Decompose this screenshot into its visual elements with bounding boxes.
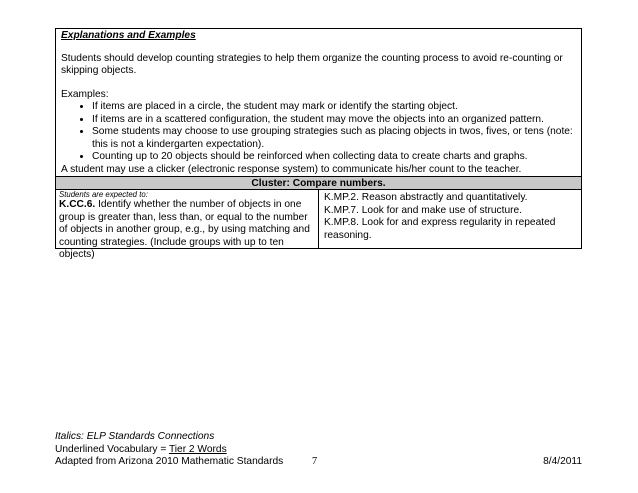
- practice-item: K.MP.2. Reason abstractly and quantitatively.: [324, 192, 528, 203]
- footer-date: 8/4/2011: [543, 456, 582, 467]
- footer-vocabulary-note: [55, 444, 582, 457]
- practice-item: K.MP.7. Look for and make use of structure.: [324, 204, 523, 216]
- examples-list: [61, 101, 576, 164]
- practice-item: K.MP.8. Look for and express regularity in repeated reasoning.: [324, 217, 556, 241]
- standard-code: K.CC.6.: [59, 199, 96, 210]
- cluster-header: Cluster: Compare numbers.: [55, 176, 582, 190]
- footer-italics-note: Italics: ELP Standards Connections: [55, 431, 215, 442]
- footer-vocab-prefix: Underlined Vocabulary =: [55, 443, 169, 455]
- explanations-box: [55, 28, 582, 178]
- example-item: • If items are placed in a circle, the student may mark or identify the starting object.: [92, 101, 576, 114]
- example-item: • Some students may choose to use grouping strategies such as placing objects in twos, fives, or tens (note: this is not a kindergarten expectation).: [92, 126, 576, 151]
- standard-cell: [56, 190, 319, 260]
- explanations-intro: Students should develop counting strategies to help them organize the counting process to avoid re-counting or skipping objects.: [61, 52, 563, 76]
- page-number: 7: [312, 456, 318, 467]
- page-footer: [55, 431, 582, 469]
- footer-source-row: [55, 456, 582, 469]
- expected-label: Students are expected to:: [59, 190, 148, 199]
- standard-description: Identify whether the number of objects in one group is greater than, less than, or equal to the number of objects in another group, e.g., by using matching and counting strategies. (Include groups with up to ten objects): [59, 199, 310, 260]
- practices-cell: [319, 190, 581, 248]
- standards-row: [55, 189, 582, 260]
- example-item: • Counting up to 20 objects should be reinforced when collecting data to create charts and graphs.: [92, 151, 576, 164]
- explanations-title: Explanations and Examples: [61, 30, 196, 41]
- standard-text: [59, 199, 315, 262]
- examples-label: Examples:: [61, 88, 109, 100]
- footer-vocab-underlined: Tier 2 Words: [168, 443, 227, 455]
- example-item: • If items are in a scattered configuration, the student may move the objects into an organized pattern.: [92, 114, 576, 127]
- footer-source: Adapted from Arizona 2010 Mathematic Standards: [55, 456, 284, 467]
- explanations-closing: A student may use a clicker (electronic response system) to communicate his/her count to the teacher.: [61, 163, 522, 175]
